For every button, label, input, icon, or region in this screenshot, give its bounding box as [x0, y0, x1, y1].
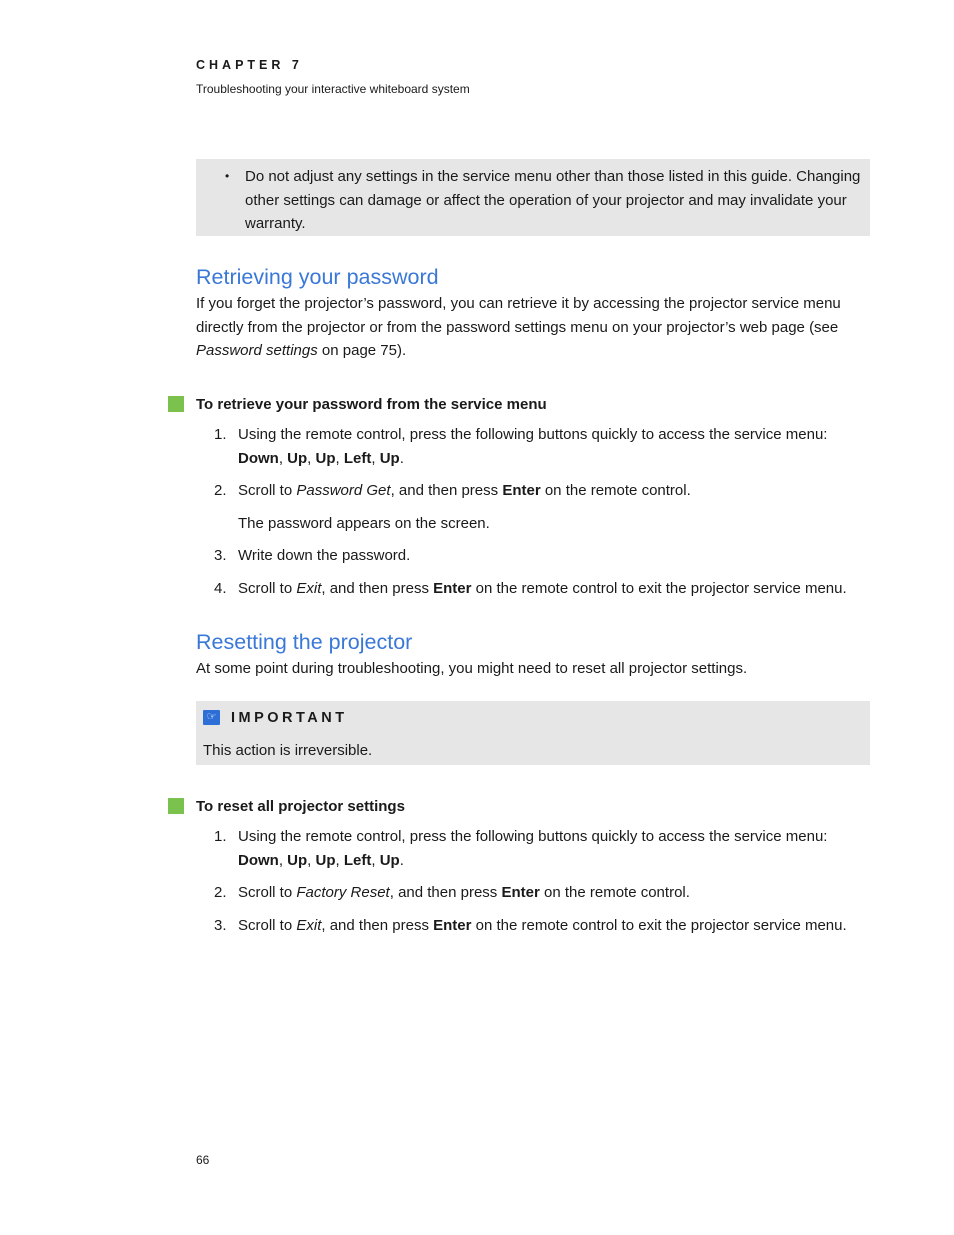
step-text [238, 825, 858, 872]
note-box [196, 159, 870, 236]
period: . [399, 851, 404, 869]
key-label: Up [315, 851, 336, 869]
step-pre: Scroll to [238, 884, 297, 901]
bullet-icon: • [225, 169, 230, 183]
key-label: Up [287, 449, 308, 467]
section-heading-retrieving-password: Retrieving your password [196, 265, 439, 289]
step-pre: Scroll to [238, 482, 297, 499]
step-post: on the remote control to exit the projector service menu. [471, 917, 847, 934]
key-label: Up [315, 449, 336, 467]
step-pre: Scroll to [238, 917, 297, 934]
key-label: Up [287, 851, 308, 869]
note-text: Do not adjust any settings in the service menu other than those listed in this guide. Changing other settings can damage or affect the operation of your projector and may invalidate your warranty. [245, 168, 861, 232]
page-number: 66 [196, 1153, 210, 1167]
menu-item: Password Get [296, 482, 391, 499]
separator: , [335, 449, 344, 467]
separator: , [371, 851, 380, 869]
menu-item: Exit [296, 580, 322, 597]
chapter-subtitle: Troubleshooting your interactive whiteboard system [196, 82, 470, 96]
step-number: 1. [214, 426, 227, 443]
key-label: Left [343, 851, 372, 869]
procedure-square-icon [168, 396, 184, 412]
key-label: Enter [501, 884, 540, 901]
key-label: Down [238, 851, 279, 869]
step-number: 1. [214, 828, 227, 845]
menu-item: Factory Reset [296, 884, 390, 901]
step-text [238, 914, 858, 938]
step-text [238, 479, 858, 503]
step-mid: , and then press [390, 482, 503, 499]
step-text [238, 577, 858, 601]
key-label: Enter [433, 580, 472, 597]
step-text: Write down the password. [238, 547, 411, 564]
step-text [238, 881, 858, 905]
key-label: Enter [433, 917, 472, 934]
menu-item: Exit [296, 917, 322, 934]
key-label: Left [343, 449, 372, 467]
important-label: IMPORTANT [231, 710, 348, 726]
step-instruction: Using the remote control, press the following buttons quickly to access the service menu: [238, 828, 828, 845]
password-settings-link[interactable]: Password settings [196, 342, 318, 359]
step-post: on the remote control. [540, 482, 691, 499]
step-pre: Scroll to [238, 580, 297, 597]
step-post: on the remote control to exit the projector service menu. [471, 580, 847, 597]
intro-text-end: on page 75). [317, 342, 407, 359]
separator: , [307, 851, 316, 869]
procedure-title: To retrieve your password from the service menu [196, 395, 547, 413]
important-box [196, 701, 870, 765]
period: . [399, 449, 404, 467]
step-result: The password appears on the screen. [238, 515, 490, 532]
step-instruction: Using the remote control, press the following buttons quickly to access the service menu: [238, 426, 828, 443]
step-mid: , and then press [321, 917, 434, 934]
intro-text: If you forget the projector’s password, you can retrieve it by accessing the projector service menu directly from the projector or from the password settings menu on your projector’s web page (see [196, 295, 841, 336]
step-number: 4. [214, 580, 227, 597]
section-intro [196, 292, 856, 363]
step-number: 3. [214, 547, 227, 564]
procedure-heading [168, 797, 405, 815]
key-label: Down [238, 449, 279, 467]
key-label: Up [379, 449, 400, 467]
separator: , [278, 449, 288, 467]
key-label: Enter [502, 482, 541, 499]
step-mid: , and then press [389, 884, 502, 901]
separator: , [335, 851, 344, 869]
section-intro: At some point during troubleshooting, you might need to reset all projector settings. [196, 660, 748, 677]
separator: , [307, 449, 316, 467]
step-number: 2. [214, 884, 227, 901]
step-number: 2. [214, 482, 227, 499]
step-mid: , and then press [321, 580, 434, 597]
separator: , [371, 449, 380, 467]
separator: , [278, 851, 288, 869]
procedure-heading [168, 395, 547, 413]
step-text [238, 423, 858, 470]
step-post: on the remote control. [539, 884, 690, 901]
procedure-square-icon [168, 798, 184, 814]
step-number: 3. [214, 917, 227, 934]
important-text: This action is irreversible. [203, 742, 373, 759]
key-label: Up [379, 851, 400, 869]
section-heading-resetting-projector: Resetting the projector [196, 630, 413, 654]
chapter-label: CHAPTER 7 [196, 58, 303, 72]
pointing-hand-icon: ☞ [203, 710, 220, 725]
procedure-title: To reset all projector settings [196, 797, 405, 815]
